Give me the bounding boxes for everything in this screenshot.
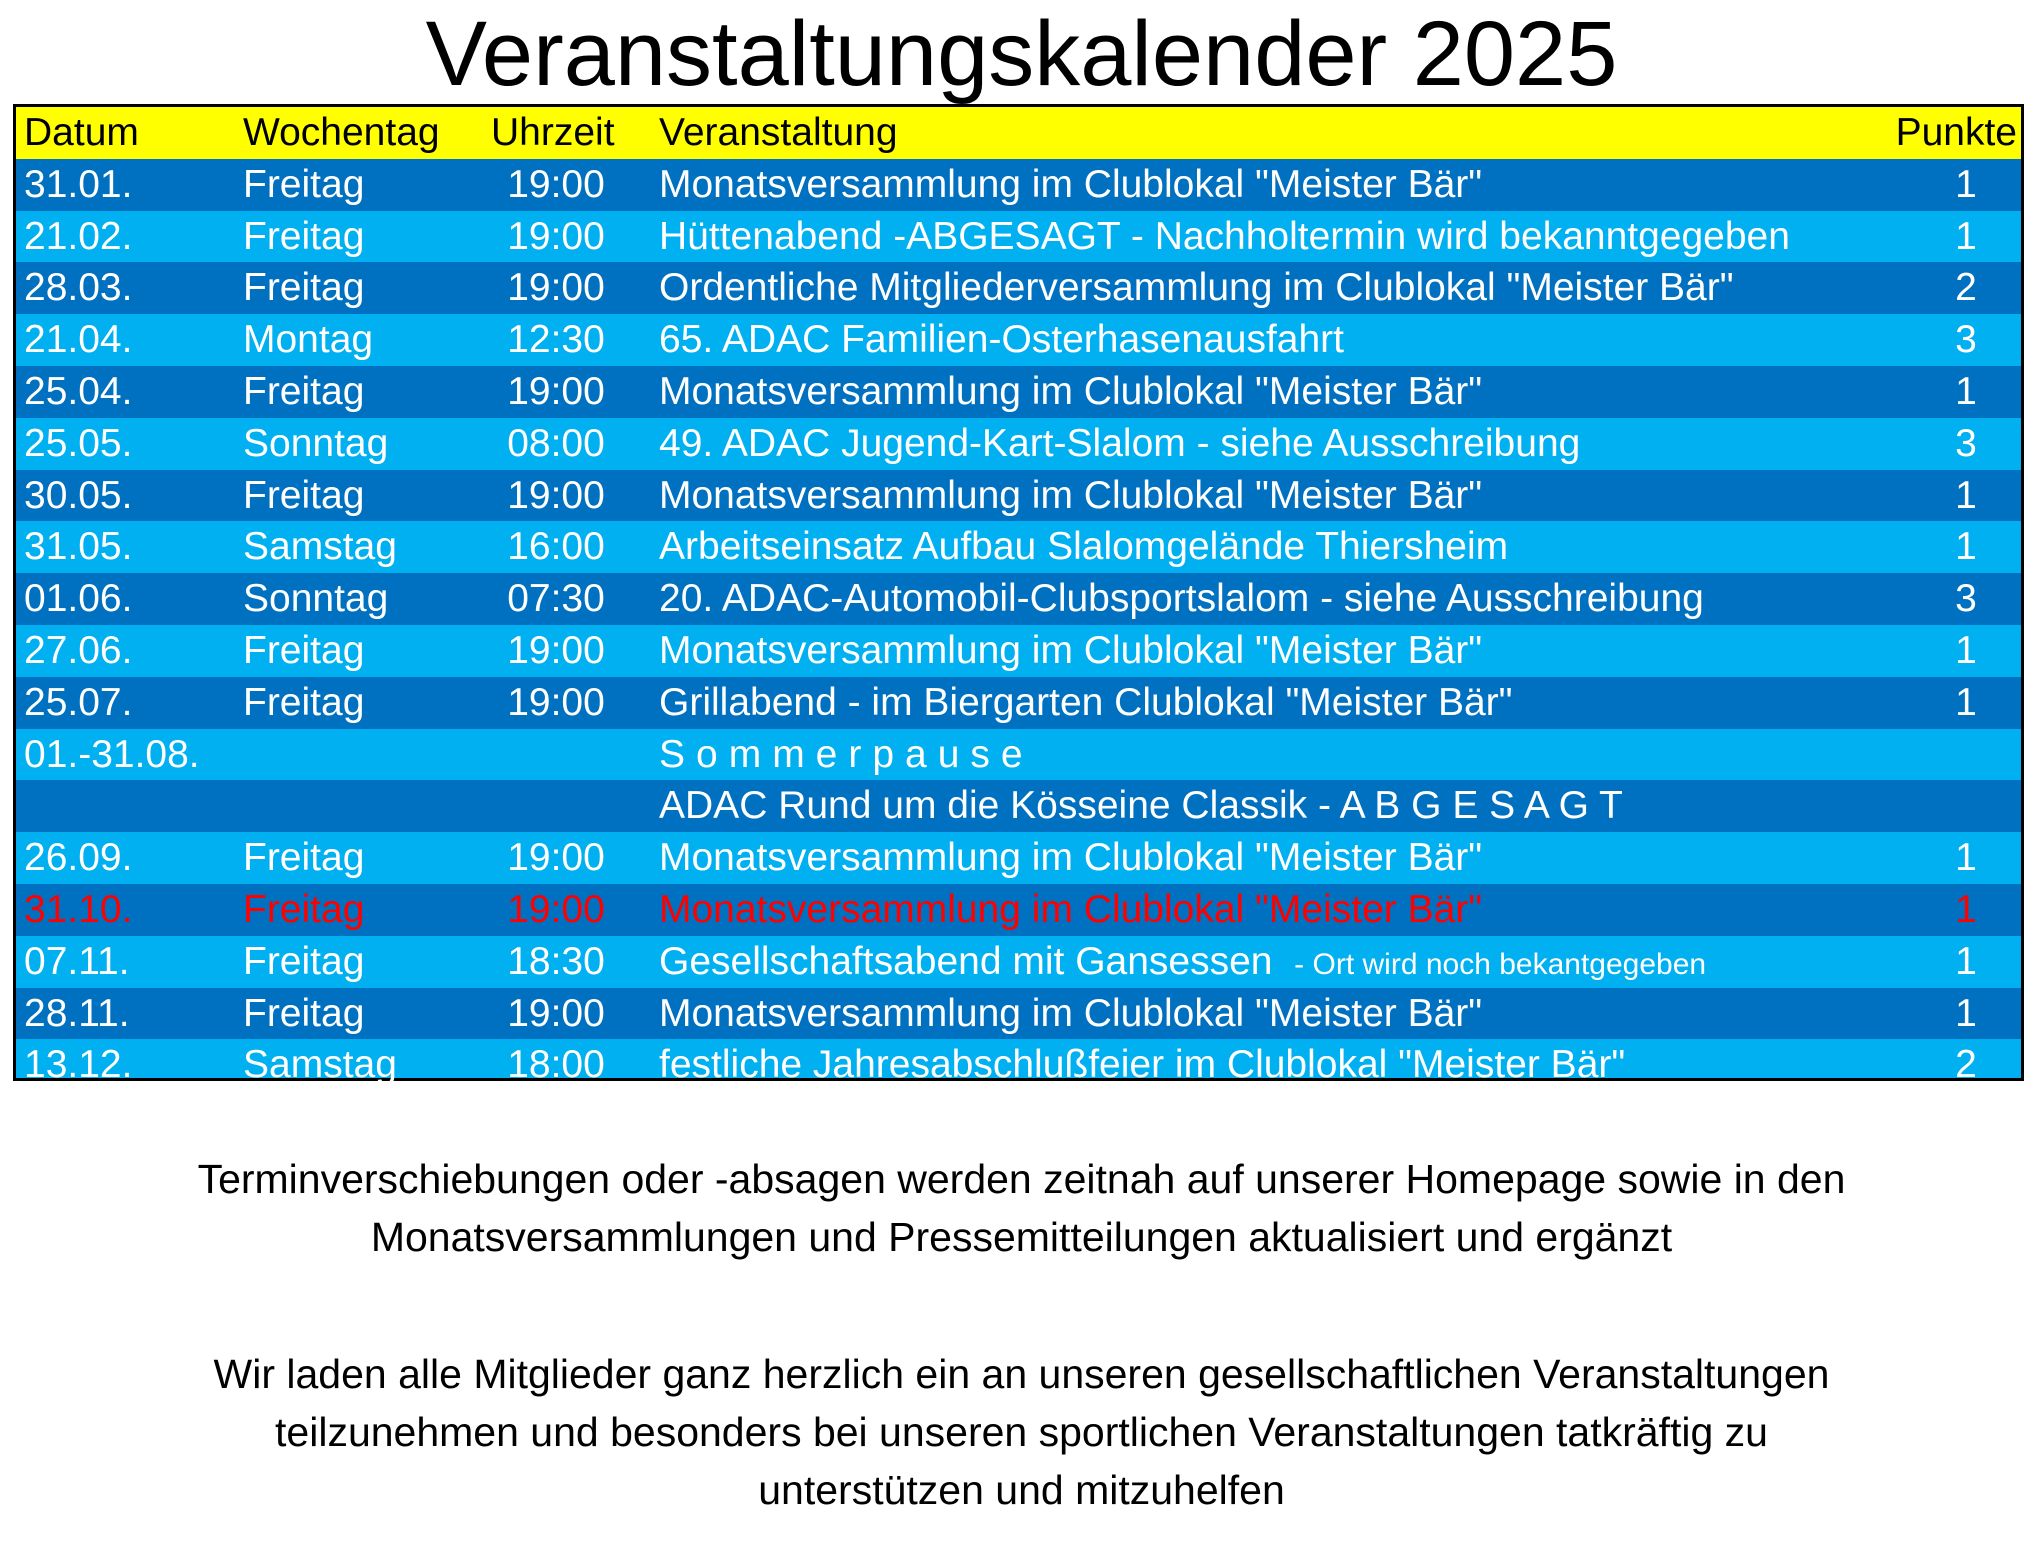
row-event: Monatsversammlung im Clublokal "Meister Bär"	[659, 888, 1483, 931]
table-row	[16, 729, 2021, 781]
header-points: Punkte	[1895, 111, 2017, 154]
row-points: 1	[1955, 473, 1977, 517]
footer-line: teilzunehmen und besonders bei unseren sportlichen Veranstaltungen tatkräftig zu	[275, 1409, 1768, 1455]
table-row	[16, 262, 2021, 314]
row-event: Monatsversammlung im Clublokal "Meister Bär"	[659, 836, 1483, 880]
header-time: Uhrzeit	[491, 111, 615, 154]
row-date: 28.03.	[24, 266, 133, 310]
table-row	[16, 366, 2021, 418]
footer-invitation	[40, 1345, 2003, 1519]
row-event: festliche Jahresabschlußfeier im Clublokal "Meister Bär"	[659, 1043, 1626, 1087]
row-time: 07:30	[507, 577, 605, 621]
row-weekday: Freitag	[243, 888, 365, 931]
table-row-highlighted	[16, 884, 2021, 936]
row-event: Sommerpause	[659, 732, 1034, 776]
row-date: 30.05.	[24, 473, 133, 517]
header-date: Datum	[24, 111, 139, 154]
row-time: 16:00	[507, 525, 605, 569]
table-row	[16, 677, 2021, 729]
row-event: Monatsversammlung im Clublokal "Meister Bär"	[659, 629, 1483, 672]
row-time: 19:00	[507, 473, 605, 517]
table-row	[16, 573, 2021, 625]
row-date: 27.06.	[24, 629, 133, 672]
row-weekday: Freitag	[243, 266, 365, 310]
row-event: Ordentliche Mitgliederversammlung im Clublokal "Meister Bär"	[659, 266, 1734, 310]
table-row	[16, 314, 2021, 366]
row-date: 28.11.	[24, 991, 130, 1035]
row-time: 19:00	[507, 836, 605, 880]
row-points: 1	[1955, 939, 1977, 983]
row-time: 19:00	[507, 370, 605, 413]
row-time: 19:00	[507, 266, 605, 310]
row-date: 25.07.	[24, 680, 133, 724]
row-weekday: Freitag	[243, 162, 365, 206]
table-row	[16, 1039, 2021, 1087]
row-event: Monatsversammlung im Clublokal "Meister Bär"	[659, 991, 1483, 1035]
row-date: 21.02.	[24, 214, 133, 258]
table-header-row	[16, 107, 2021, 159]
row-date: 31.10.	[24, 888, 133, 931]
table-row	[16, 418, 2021, 470]
row-time: 08:00	[507, 421, 605, 465]
row-time: 19:00	[507, 991, 605, 1035]
row-date: 01.06.	[24, 577, 133, 621]
row-date: 07.11.	[24, 939, 130, 983]
row-time: 19:00	[507, 680, 605, 724]
row-weekday: Freitag	[243, 680, 365, 724]
row-date: 31.01.	[24, 162, 133, 206]
row-points: 1	[1955, 214, 1977, 258]
row-time: 12:30	[507, 318, 605, 362]
row-date: 01.-31.08.	[24, 732, 200, 776]
row-event: Monatsversammlung im Clublokal "Meister Bär"	[659, 162, 1483, 206]
row-points: 1	[1955, 991, 1977, 1035]
row-points: 1	[1955, 680, 1977, 724]
row-time: 18:00	[507, 1043, 605, 1087]
row-event: Monatsversammlung im Clublokal "Meister Bär"	[659, 370, 1483, 413]
row-weekday: Freitag	[243, 939, 365, 983]
table-row	[16, 521, 2021, 573]
footer-notice	[40, 1150, 2003, 1266]
row-weekday: Montag	[243, 318, 374, 362]
row-weekday: Freitag	[243, 836, 365, 880]
row-event: 49. ADAC Jugend-Kart-Slalom - siehe Ausschreibung	[659, 421, 1581, 465]
row-date: 26.09.	[24, 836, 133, 880]
row-event	[659, 939, 1707, 985]
row-weekday: Freitag	[243, 370, 365, 413]
row-points: 1	[1955, 836, 1977, 880]
row-weekday: Samstag	[243, 1043, 397, 1087]
row-weekday: Freitag	[243, 214, 365, 258]
row-event: ADAC Rund um die Kösseine Classik - A B G E S A G T	[659, 784, 1623, 828]
row-event: 65. ADAC Familien-Osterhasenausfahrt	[659, 318, 1344, 362]
row-date: 13.12.	[24, 1043, 133, 1087]
footer-line: Monatsversammlungen und Pressemitteilungen aktualisiert und ergänzt	[370, 1214, 1673, 1260]
row-event: Hüttenabend -ABGESAGT - Nachholtermin wird bekanntgegeben	[659, 214, 1790, 258]
row-date: 25.05.	[24, 421, 133, 465]
row-points: 1	[1955, 525, 1977, 569]
row-event: Arbeitseinsatz Aufbau Slalomgelände Thiersheim	[659, 525, 1509, 569]
row-points: 3	[1955, 577, 1977, 621]
row-event: Grillabend - im Biergarten Clublokal "Meister Bär"	[659, 680, 1513, 724]
row-weekday: Samstag	[243, 525, 397, 569]
row-date: 31.05.	[24, 525, 133, 569]
row-time: 18:30	[507, 939, 605, 983]
footer-line: unterstützen und mitzuhelfen	[758, 1467, 1285, 1513]
row-event-note: - Ort wird noch bekantgegeben	[1294, 947, 1707, 981]
row-points: 3	[1955, 421, 1977, 465]
footer-line: Terminverschiebungen oder -absagen werden zeitnah auf unserer Homepage sowie in den	[197, 1156, 1846, 1202]
row-points: 1	[1955, 629, 1977, 672]
row-weekday: Freitag	[243, 629, 365, 672]
row-points: 2	[1955, 266, 1977, 310]
table-row	[16, 159, 2021, 211]
row-points: 1	[1955, 888, 1977, 931]
footer-line: Wir laden alle Mitglieder ganz herzlich ein an unseren gesellschaftlichen Veranstaltungen	[213, 1351, 1830, 1397]
row-date: 25.04.	[24, 370, 133, 413]
table-row	[16, 625, 2021, 677]
header-event: Veranstaltung	[659, 111, 898, 154]
table-row	[16, 780, 2021, 832]
table-row	[16, 988, 2021, 1040]
header-weekday: Wochentag	[243, 111, 440, 154]
row-points: 1	[1955, 370, 1977, 413]
row-weekday: Sonntag	[243, 421, 389, 465]
row-weekday: Sonntag	[243, 577, 389, 621]
row-points: 1	[1955, 162, 1977, 206]
table-row	[16, 470, 2021, 522]
row-points: 3	[1955, 318, 1977, 362]
row-event-title: Gesellschaftsabend mit Gansessen	[659, 939, 1273, 983]
row-points: 2	[1955, 1043, 1977, 1087]
row-weekday: Freitag	[243, 473, 365, 517]
row-time: 19:00	[507, 214, 605, 258]
table-row	[16, 211, 2021, 263]
row-time: 19:00	[507, 888, 605, 931]
row-date: 21.04.	[24, 318, 133, 362]
table-row	[16, 832, 2021, 884]
row-time: 19:00	[507, 162, 605, 206]
row-weekday: Freitag	[243, 991, 365, 1035]
event-calendar-table	[13, 104, 2024, 1087]
row-time: 19:00	[507, 629, 605, 672]
row-event: Monatsversammlung im Clublokal "Meister Bär"	[659, 473, 1483, 517]
table-row	[16, 936, 2021, 988]
row-event: 20. ADAC-Automobil-Clubsportslalom - siehe Ausschreibung	[659, 577, 1704, 621]
page-title: Veranstaltungskalender 2025	[425, 3, 1618, 105]
